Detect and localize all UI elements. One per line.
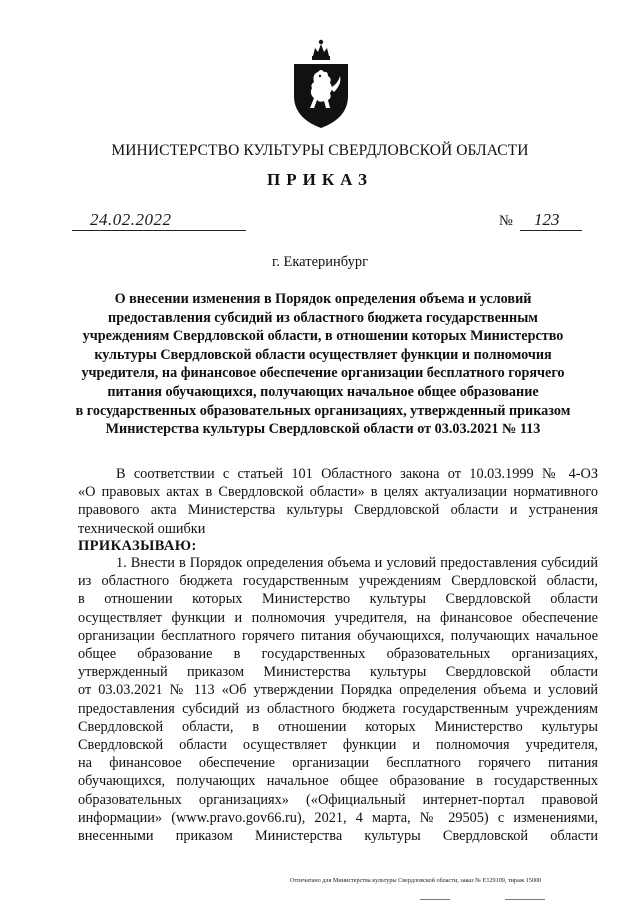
item-line: из областного бюджета государственным учреждениям Свердловской области, [78,573,598,590]
document-type-title: ПРИКАЗ [267,170,373,189]
item-line: Свердловской области осуществляет функции и полномочия учредителя, [78,737,598,754]
scan-artifact [505,899,545,900]
order-keyword: ПРИКАЗЫВАЮ: [78,538,197,554]
item-line: Свердловской области, в отношении которых Министерство культуры [78,718,598,735]
city-name: г. Екатеринбург [271,254,369,270]
item-line: общее образование в государственных образовательных организациях, [78,646,598,663]
subject-line: Министерства культуры Свердловской области от 03.03.2021 № 113 [105,421,541,438]
date-underline [72,230,246,231]
subject-line: учредителя, на финансовое обеспечение организации бесплатного горячего [81,365,565,382]
item-line: информации» (www.pravo.gov66.ru), 2021, 4 марта, № 29505) с изменениями, [78,809,598,826]
number-label: № [499,213,513,229]
preamble-line: правового акта Министерства культуры Свердловской области и устранения [78,502,598,519]
subject-line: культуры Свердловской области осуществляет функции и полномочия [94,346,552,363]
subject-line: в государственных образовательных организациях, утвержденный приказом [75,402,571,419]
subject-line: учреждениям Свердловской области, в отношении которых Министерство [82,328,564,345]
order-date: 24.02.2022 [90,210,172,229]
order-subject [74,290,572,439]
preamble-paragraph [78,465,598,538]
item-line: утвержденный приказом Министерства культуры Свердловской области [78,664,598,681]
item-line: внесенными приказом Министерства культуры Свердловской области [78,828,598,845]
subject-line: предоставления субсидий из областного бюджета государственным [108,309,538,326]
item-line: осуществляет функции и полномочия учредителя, на финансовое обеспечение [78,609,598,626]
item-line: в отношении которых Министерство культуры Свердловской области [78,591,598,608]
preamble-line: В соответствии с статьей 101 Областного закона от 10.03.1999 № 4-ОЗ [116,466,598,482]
print-footer: Отпечатано для Министерства культуры Свердловской области, заказ № Е129109, тираж 15000 [290,877,542,884]
scan-artifact [420,899,450,900]
item-line: предоставления субсидий из областного бюджета государственным учреждениям [78,700,598,717]
ministry-name: МИНИСТЕРСТВО КУЛЬТУРЫ СВЕРДЛОВСКОЙ ОБЛАСТИ [111,142,529,159]
order-number: 123 [534,210,560,229]
item-line: организации бесплатного горячего питания обучающихся, получающих начальное [78,627,598,644]
item-line: 1. Внести в Порядок определения объема и условий предоставления субсидий [116,555,598,571]
item-line: на финансовое обеспечение организации бесплатного горячего питания [78,755,598,772]
preamble-line: «О правовых актах в Свердловской области» в целях актуализации нормативного [78,484,598,501]
coat-of-arms-icon [290,38,352,130]
item-1-paragraph [78,554,598,845]
preamble-line: технической ошибки [78,520,206,537]
subject-line: питания обучающихся, получающих начальное общее образование [107,383,539,400]
item-line: образовательных организациях» («Официальный интернет-портал правовой [78,791,598,808]
item-line: обучающихся, получающих начальное общее образование в государственных [78,773,598,790]
item-line: от 03.03.2021 № 113 «Об утверждении Порядка определения объема и условий [78,682,598,699]
number-underline [520,230,582,231]
subject-line: О внесении изменения в Порядок определения объема и условий [114,291,532,307]
